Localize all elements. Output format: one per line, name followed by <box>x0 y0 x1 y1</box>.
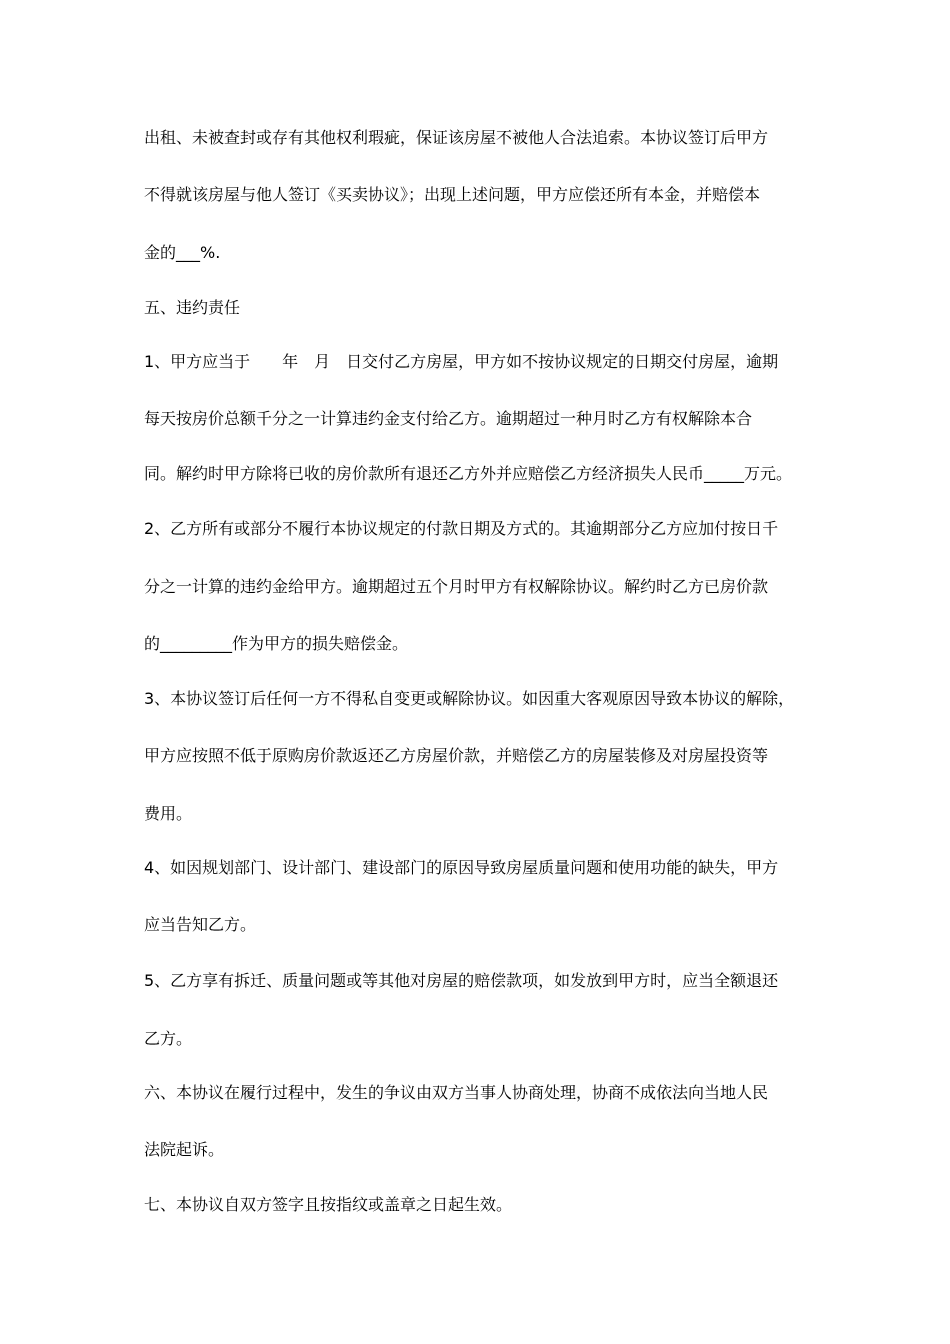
text-line: 法院起诉。 <box>144 1140 225 1159</box>
text-line: 同。解约时甲方除将已收的房价款所有退还乙方外并应赔偿乙方经济损失人民币_____万元。 <box>144 464 793 483</box>
text-line: 出租、未被查封或存有其他权利瑕疵，保证该房屋不被他人合法追索。本协议签订后甲方 <box>144 128 769 147</box>
text-line: 费用。 <box>144 804 193 823</box>
text-line: 3、本协议签订后任何一方不得私自变更或解除协议。如因重大客观原因导致本协议的解除， <box>144 689 795 708</box>
text-line: 2、乙方所有或部分不履行本协议规定的付款日期及方式的。其逾期部分乙方应加付按日千 <box>144 519 779 538</box>
text-line: 1、甲方应当于 年 月 日交付乙方房屋，甲方如不按协议规定的日期交付房屋，逾期 <box>144 352 779 371</box>
text-line: 金的___%. <box>144 243 221 262</box>
section-heading: 七、本协议自双方签字且按指纹或盖章之日起生效。 <box>144 1195 513 1214</box>
text-line: 乙方。 <box>144 1029 193 1048</box>
section-heading: 六、本协议在履行过程中，发生的争议由双方当事人协商处理，协商不成依法向当地人民 <box>144 1083 769 1102</box>
text-line: 5、乙方享有拆迁、质量问题或等其他对房屋的赔偿款项，如发放到甲方时，应当全额退还 <box>144 971 779 990</box>
text-line: 不得就该房屋与他人签订《买卖协议》；出现上述问题，甲方应偿还所有本金，并赔偿本 <box>144 185 761 204</box>
text-line: 应当告知乙方。 <box>144 915 257 934</box>
text-line: 的_________作为甲方的损失赔偿金。 <box>144 634 409 653</box>
text-line: 分之一计算的违约金给甲方。逾期超过五个月时甲方有权解除协议。解约时乙方已房价款 <box>144 577 769 596</box>
section-heading: 五、违约责任 <box>144 298 241 317</box>
text-line: 甲方应按照不低于原购房价款返还乙方房屋价款，并赔偿乙方的房屋装修及对房屋投资等 <box>144 746 769 765</box>
text-line: 每天按房价总额千分之一计算违约金支付给乙方。逾期超过一种月时乙方有权解除本合 <box>144 409 753 428</box>
text-line: 4、如因规划部门、设计部门、建设部门的原因导致房屋质量问题和使用功能的缺失，甲方 <box>144 858 779 877</box>
